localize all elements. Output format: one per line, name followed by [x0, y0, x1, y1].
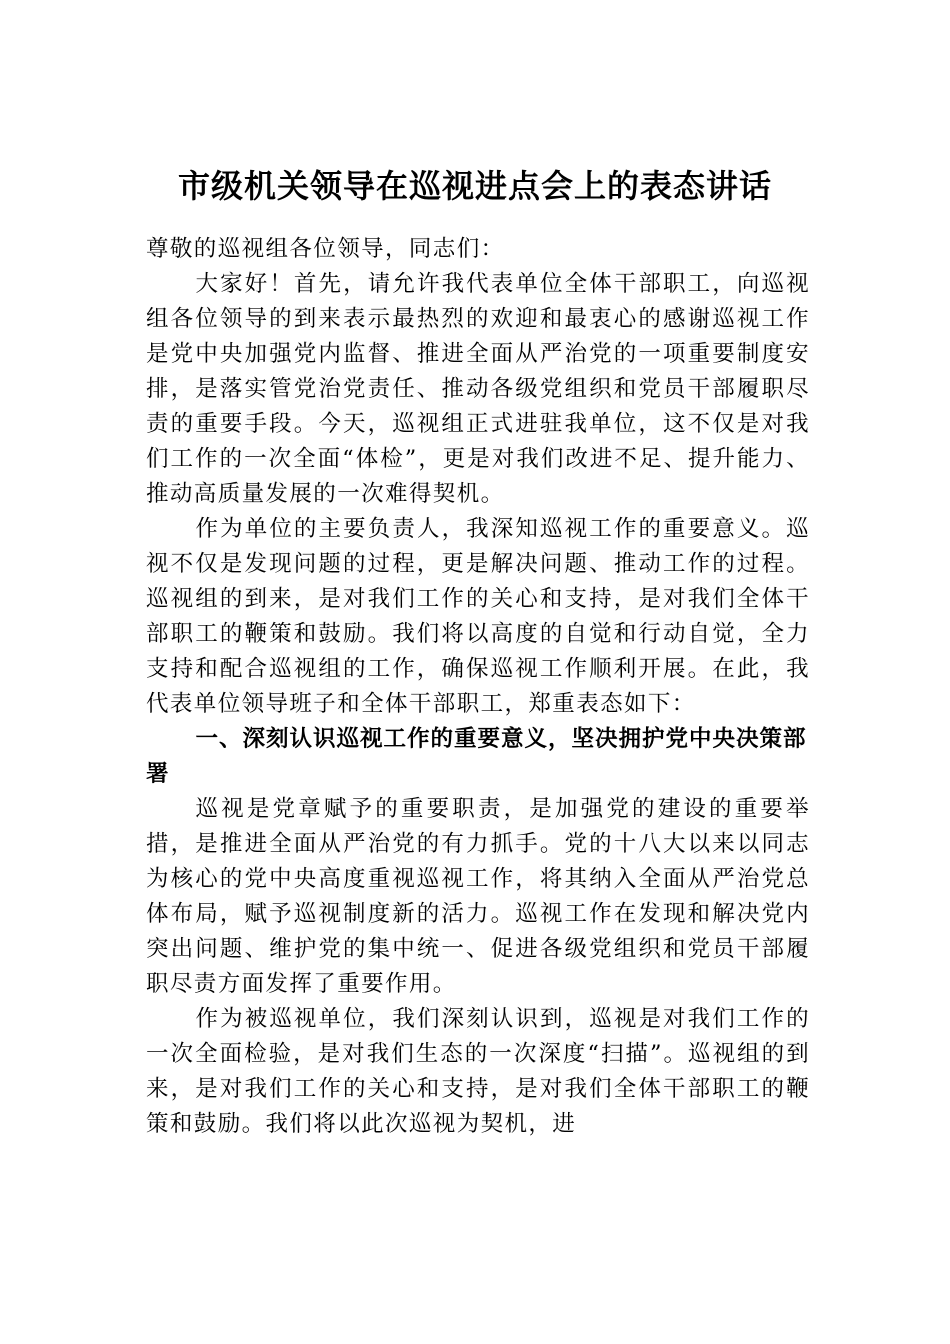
salutation: 尊敬的巡视组各位领导，同志们： [146, 236, 505, 262]
paragraph-inspection-role: 巡视是党章赋予的重要职责，是加强党的建设的重要举措，是推进全面从严治党的有力抓手。党的十八大以来以同志为核心的党中央高度重视巡视工作，将其纳入全面从严治党总体布局，赋予巡视制度新的活力。巡视工作在发现和解决党内突出问题、维护党的集中统一、促进各级党组织和党员干部履职尽责方面发挥了重要作用。 [146, 796, 810, 997]
section-heading-1: 一、深刻认识巡视工作的重要意义，坚决拥护党中央决策部署 [146, 726, 807, 787]
paragraph-commitment: 作为单位的主要负责人，我深知巡视工作的重要意义。巡视不仅是发现问题的过程，更是解决问题、推动工作的过程。巡视组的到来，是对我们工作的关心和支持，是对我们全体干部职工的鞭策和鼓励。我们将以高度的自觉和行动自觉，全力支持和配合巡视组的工作，确保巡视工作顺利开展。在此，我代表单位领导班子和全体干部职工，郑重表态如下： [146, 516, 810, 717]
paragraph-welcome: 大家好！首先，请允许我代表单位全体干部职工，向巡视组各位领导的到来表示最热烈的欢迎和最衷心的感谢巡视工作是党中央加强党内监督、推进全面从严治党的一项重要制度安排，是落实管党治党责任、推动各级党组织和党员干部履职尽责的重要手段。今天，巡视组正式进驻我单位，这不仅是对我们工作的一次全面“体检”，更是对我们改进不足、提升能力、推动高质量发展的一次难得契机。 [146, 271, 810, 507]
paragraph-inspected-unit: 作为被巡视单位，我们深刻认识到，巡视是对我们工作的一次全面检验，是对我们生态的一次深度“扫描”。巡视组的到来，是对我们工作的关心和支持，是对我们全体干部职工的鞭策和鼓励。我们将以此次巡视为契机，进 [146, 1006, 810, 1137]
document-body [146, 232, 810, 1142]
document-title: 市级机关领导在巡视进点会上的表态讲话 [177, 167, 772, 205]
